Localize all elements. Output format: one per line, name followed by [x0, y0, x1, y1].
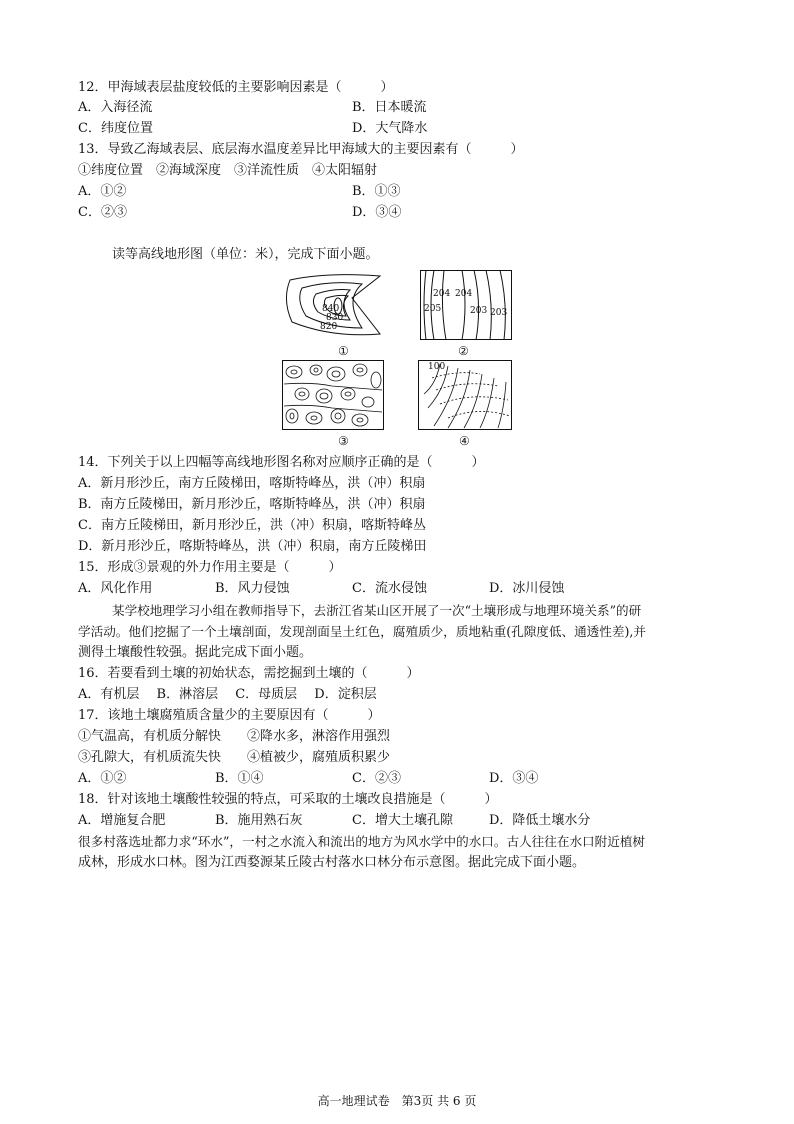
q15-option-a: A．风化作用: [78, 581, 153, 596]
q16-stem: 16．若要看到土壤的初始状态，需挖掘到土壤的（ ）: [78, 666, 420, 681]
q13-option-b: B．①③: [352, 184, 401, 199]
figure-4-value: 100: [428, 362, 446, 372]
q17-option-c: C．②③: [352, 771, 401, 786]
figure-3-karst: [282, 360, 384, 430]
q15-stem: 15．形成③景观的外力作用主要是（ ）: [78, 560, 342, 575]
water-passage-line-2: 成林，形成水口林。图为江西婺源某丘陵古村落水口林分布示意图。据此完成下面小题。: [78, 855, 586, 870]
figure-1-contour-820: 820: [320, 322, 338, 332]
q17-option-d: D．③④: [489, 771, 539, 786]
soil-passage-line-1: 某学校地理学习小组在教师指导下，去浙江省某山区开展了一次“土壤形成与地理环境关系”的研: [112, 603, 642, 618]
page-footer: 高一地理试卷 第3页 共 6 页: [317, 1094, 477, 1108]
q15-option-b: B．风力侵蚀: [215, 581, 290, 596]
q16-options: A．有机层 B．淋溶层 C．母质层 D．淀积层: [78, 687, 377, 702]
q15-option-c: C．流水侵蚀: [352, 581, 427, 596]
q18-option-b: B．施用熟石灰: [215, 813, 303, 828]
q12-option-a: A．入海径流: [78, 100, 153, 115]
figure-2-label: ②: [458, 344, 469, 358]
q17-stem: 17．该地土壤腐殖质含量少的主要原因有（ ）: [78, 708, 381, 723]
q17-items-1: ①气温高，有机质分解快 ②降水多，淋溶作用强烈: [78, 729, 391, 744]
q14-option-d: D．新月形沙丘，喀斯特峰丛，洪（冲）积扇，南方丘陵梯田: [78, 539, 427, 554]
q13-option-c: C．②③: [78, 205, 127, 220]
q13-option-a: A．①②: [78, 184, 127, 199]
q15-option-d: D．冰川侵蚀: [489, 581, 565, 596]
q13-option-d: D．③④: [352, 205, 402, 220]
soil-passage-line-2: 学活动。他们挖掘了一个土壤剖面，发现剖面呈土红色，腐殖质少，质地粘重(孔隙度低、通透性差),并: [78, 624, 646, 639]
q12-option-d: D．大气降水: [352, 121, 428, 136]
figure-2-value-b: 204: [455, 289, 473, 299]
figure-4-label: ④: [459, 434, 470, 448]
q17-option-b: B．①④: [215, 771, 264, 786]
q18-option-d: D．降低土壤水分: [489, 813, 591, 828]
figure-1-contour-830: 830: [326, 313, 344, 323]
figure-2-value-d: 203: [470, 306, 488, 316]
q14-stem: 14．下列关于以上四幅等高线地形图名称对应顺序正确的是（ ）: [78, 455, 485, 470]
q13-items: ①纬度位置 ②海域深度 ③洋流性质 ④太阳辐射: [78, 163, 378, 178]
q14-option-b: B．南方丘陵梯田，新月形沙丘，喀斯特峰丛，洪（冲）积扇: [78, 497, 426, 512]
q13-stem: 13．导致乙海域表层、底层海水温度差异比甲海域大的主要因素有（ ）: [78, 142, 524, 157]
q18-stem: 18．针对该地土壤酸性较强的特点，可采取的土壤改良措施是（ ）: [78, 792, 498, 807]
q14-option-a: A．新月形沙丘，南方丘陵梯田，喀斯特峰丛，洪（冲）积扇: [78, 476, 426, 491]
contour-intro: 读等高线地形图（单位：米），完成下面小题。: [112, 247, 379, 262]
figure-3-label: ③: [338, 434, 349, 448]
q18-option-c: C．增大土壤孔隙: [352, 813, 453, 828]
figure-2-value-a: 204: [433, 289, 451, 299]
figure-2-value-e: 203: [490, 308, 508, 318]
water-passage-line-1: 很多村落选址都力求“环水”，一村之水流入和流出的地方为风水学中的水口。古人往往在水口附近植树: [78, 834, 646, 849]
q14-option-c: C．南方丘陵梯田，新月形沙丘，洪（冲）积扇，喀斯特峰丛: [78, 518, 426, 533]
figure-2-value-c: 205: [424, 304, 442, 314]
figure-1-label: ①: [338, 344, 349, 358]
q18-option-a: A．增施复合肥: [78, 813, 166, 828]
q12-option-b: B．日本暖流: [352, 100, 427, 115]
soil-passage-line-3: 测得土壤酸性较强。据此完成下面小题。: [78, 645, 313, 660]
q12-stem: 12．甲海域表层盐度较低的主要影响因素是（ ）: [78, 80, 394, 95]
q17-option-a: A．①②: [78, 771, 127, 786]
figure-1-contour-840: 840: [322, 304, 340, 314]
q17-items-2: ③孔隙大，有机质流失快 ④植被少，腐殖质积累少: [78, 750, 391, 765]
q12-option-c: C．纬度位置: [78, 121, 153, 136]
